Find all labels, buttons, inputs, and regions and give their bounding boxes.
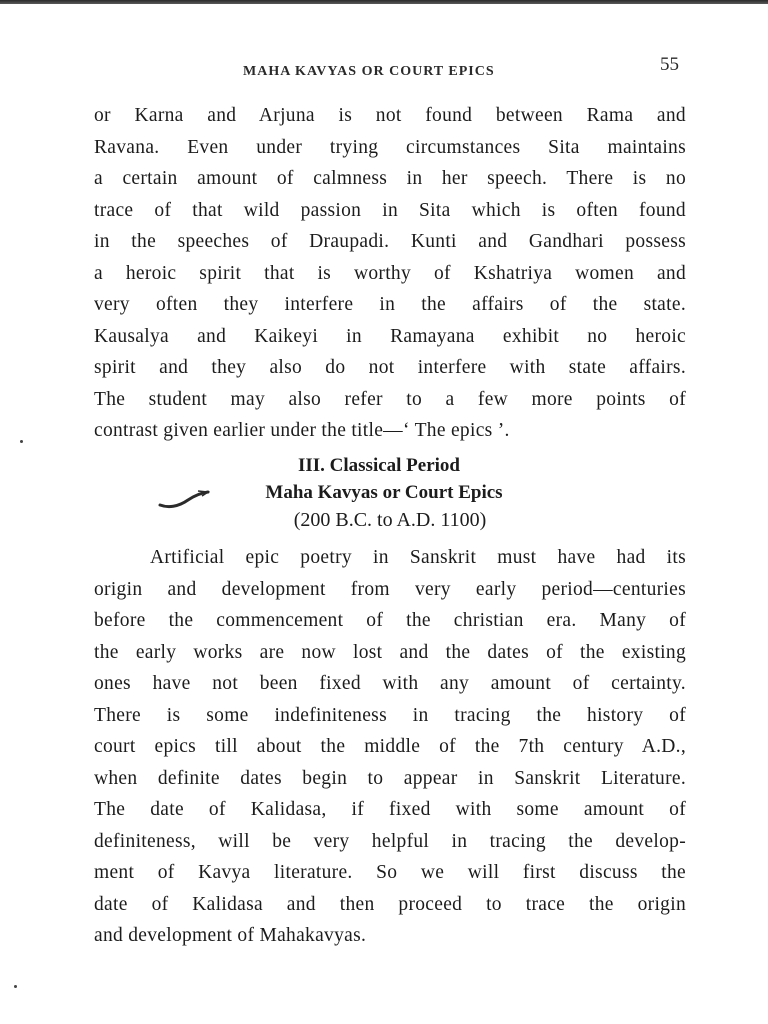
- stray-mark: [14, 985, 17, 988]
- running-head: MAHA KAVYAS OR COURT EPICS: [243, 64, 495, 79]
- paragraph-court-epics-origin: [94, 542, 686, 952]
- section-heading: [0, 455, 763, 477]
- text-line: The student may also refer to a few more points of: [94, 388, 686, 410]
- text-line: Ravana. Even under trying circumstances Sita maintains: [94, 136, 686, 158]
- text-line: a certain amount of calmness in her speech. There is no: [94, 168, 686, 189]
- text-line: The date of Kalidasa, if fixed with some amount of: [94, 799, 686, 820]
- text-line: date of Kalidasa and then proceed to trace the origin: [94, 893, 686, 915]
- text-line: very often they interfere in the affairs of the state.: [94, 294, 686, 315]
- text-line: Kausalya and Kaikeyi in Ramayana exhibit no heroic: [94, 325, 686, 347]
- text-line: ones have not been fixed with any amount of certainty.: [94, 673, 686, 694]
- text-line: when definite dates begin to appear in Sanskrit Literature.: [94, 767, 686, 789]
- text-line: and development of Mahakavyas.: [94, 925, 367, 946]
- paragraph-epic-contrast: [94, 100, 686, 447]
- text-line: before the commencement of the christian era. Many of: [94, 610, 686, 631]
- page-number: 55: [660, 54, 679, 75]
- stray-mark: [20, 440, 23, 443]
- text-line: Artificial epic poetry in Sanskrit must have had its: [150, 547, 686, 568]
- text-line: ment of Kavya literature. So we will first discuss the: [94, 862, 686, 883]
- text-line: a heroic spirit that is worthy of Kshatriya women and: [94, 262, 686, 284]
- text-line: contrast given earlier under the title—‘ The epics ’.: [94, 420, 510, 441]
- text-line: in the speeches of Draupadi. Kunti and Gandhari possess: [94, 231, 686, 252]
- section-date-range: (200 B.C. to A.D. 1100): [293, 509, 487, 531]
- text-line: spirit and they also do not interfere with state affairs.: [94, 357, 686, 378]
- text-line: court epics till about the middle of the 7th century A.D.,: [94, 736, 686, 757]
- section-period: Classical Period: [329, 455, 461, 476]
- text-line: origin and development from very early period—centuries: [94, 578, 686, 600]
- section-title: Maha Kavyas or Court Epics: [265, 482, 503, 503]
- text-line: the early works are now lost and the dates of the existing: [94, 641, 686, 663]
- section-number: III.: [297, 455, 325, 476]
- text-line: definiteness, will be very helpful in tracing the develop-: [94, 830, 686, 852]
- text-line: or Karna and Arjuna is not found between Rama and: [94, 105, 686, 126]
- text-line: There is some indefiniteness in tracing the history of: [94, 704, 686, 726]
- text-line: trace of that wild passion in Sita which is often found: [94, 199, 686, 221]
